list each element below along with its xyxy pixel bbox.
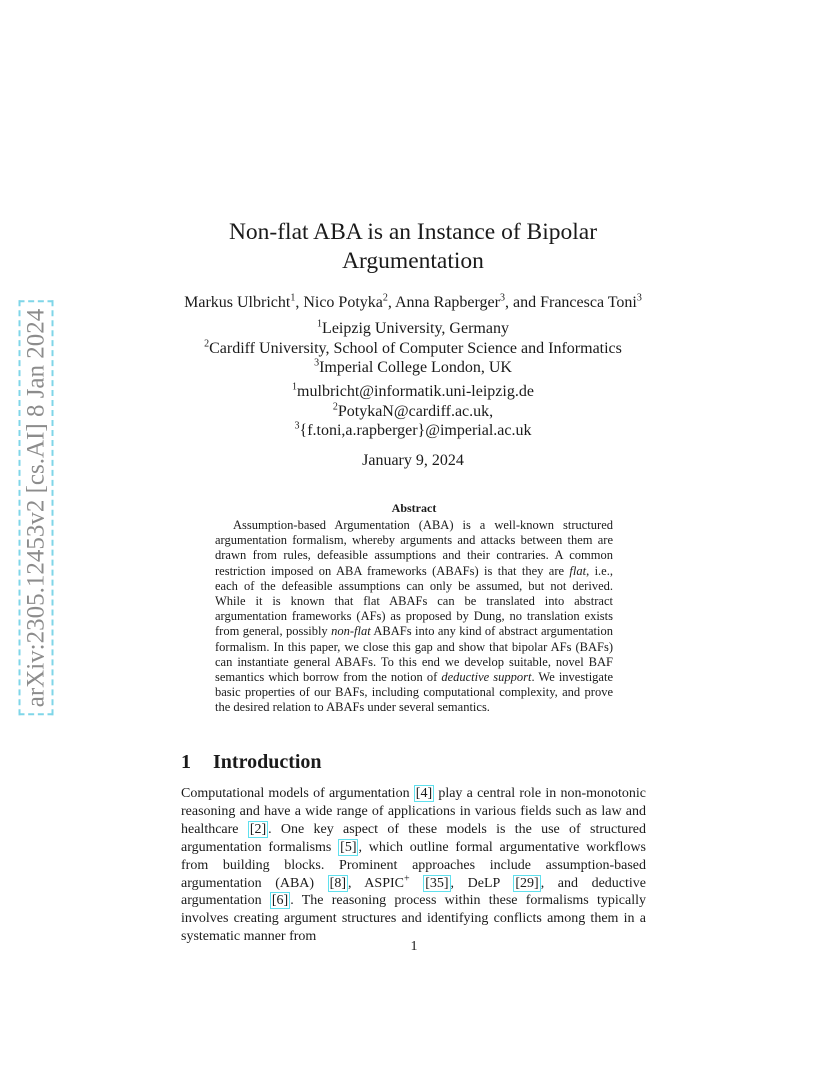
citation-link[interactable]: [2]	[249, 821, 267, 837]
abstract-emphasis: flat	[569, 563, 587, 578]
affiliation	[120, 358, 706, 378]
author-separator: , and	[504, 294, 541, 311]
email-marker: 3	[294, 420, 300, 432]
affiliation-text: Imperial College London, UK	[319, 359, 512, 376]
affiliation-marker: 2	[204, 338, 210, 350]
author-name: Markus Ulbricht	[184, 294, 291, 311]
email-text: {f.toni,a.rapberger}@imperial.ac.uk	[299, 422, 532, 439]
abstract-heading: Abstract	[391, 501, 437, 515]
affiliation-text: Cardiff University, School of Computer Science and Informatics	[209, 339, 622, 357]
section-title: Introduction	[213, 751, 322, 773]
citation-link[interactable]: [5]	[340, 839, 357, 855]
section-number: 1	[181, 751, 191, 773]
abstract-emphasis: deductive support	[441, 670, 532, 685]
page-number: 1	[410, 939, 418, 954]
citation-link[interactable]: [29]	[515, 875, 539, 891]
body-text: . One key aspect of these models is the use of structured argumentation formalisms	[181, 821, 646, 855]
email-list	[120, 382, 706, 441]
body-text: , DeLP	[450, 875, 514, 891]
paper-title: Non-flat ABA is an Instance of Bipolar Argumentation	[228, 219, 598, 274]
abstract-body	[215, 518, 613, 716]
abstract-text: ABAFs into any kind of abstract argumentation formalism. In this paper, we close this gap and show that bipolar AFs (BAFs) can instantiate general ABAFs. To this end we develop suitable, novel BAF semantics which borrow from the notion of	[215, 624, 613, 685]
citation-link[interactable]: [8]	[329, 875, 346, 891]
author-affiliation-marker: 3	[499, 292, 505, 304]
body-text: , ASPIC	[347, 875, 404, 891]
email	[120, 421, 706, 441]
affiliation	[120, 319, 706, 339]
email	[120, 402, 706, 422]
affiliation-marker: 1	[317, 318, 323, 330]
author-name: Francesca Toni	[540, 294, 637, 311]
affiliation	[120, 339, 706, 359]
section-heading	[181, 750, 322, 774]
affiliation-text: Leipzig University, Germany	[322, 320, 509, 337]
citation-link[interactable]: [6]	[271, 893, 289, 909]
author-list	[120, 293, 706, 313]
body-text: Computational models of argumentation	[181, 786, 414, 801]
author-name: Nico Potyka	[303, 294, 383, 311]
email-marker: 1	[292, 381, 298, 393]
arxiv-identifier-stamp: arXiv:2305.12453v2 [cs.AI] 8 Jan 2024	[19, 301, 54, 716]
email-text: PotykaN@cardiff.ac.uk,	[337, 402, 494, 420]
abstract-text: , i.e., each of the defeasible assumptions can only be assumed, but not derived. While it is known that flat ABAFs can be translated into abstract argumentation frameworks (AFs) as proposed by Dung, no translation exists from general, possibly	[215, 563, 613, 639]
email	[120, 382, 706, 402]
publication-date: January 9, 2024	[362, 452, 464, 469]
citation-link[interactable]: [35]	[425, 875, 449, 891]
abstract-emphasis: non-flat	[331, 624, 371, 639]
abstract-text: Assumption-based Argumentation (ABA) is a well-known structured argumentation formalism, whereby arguments and attacks between them are drawn from rules, defeasible assumptions and their contraries. A common restriction imposed on ABA frameworks (ABAFs) is that they are	[215, 518, 613, 578]
affiliation-marker: 3	[314, 357, 320, 369]
affiliation-list	[120, 319, 706, 378]
email-marker: 2	[332, 401, 338, 413]
author-separator: ,	[295, 294, 304, 311]
body-text: . The reasoning process within these formalisms typically involves creating argument structures and identifying conflicts among them in a systematic manner from	[181, 893, 646, 945]
author-separator: ,	[387, 294, 395, 311]
introduction-paragraph	[181, 785, 646, 946]
body-text: , which outline formal argumentative workflows from building blocks. Prominent approaches include assumption-based argumentation (ABA)	[181, 839, 646, 891]
body-text: , and deductive argumentation	[181, 875, 646, 909]
author-name: Anna Rapberger	[394, 294, 500, 311]
author-affiliation-marker: 1	[290, 292, 296, 304]
email-text: mulbricht@informatik.uni-leipzig.de	[297, 383, 534, 400]
citation-link[interactable]: [4]	[415, 786, 433, 801]
author-affiliation-marker: 2	[382, 292, 388, 304]
author-affiliation-marker: 3	[636, 292, 642, 304]
aspic-plus-superscript: +	[403, 872, 410, 884]
abstract-text: . We investigate basic properties of our BAFs, including computational complexity, and prove the desired relation to ABAFs under several semantics.	[215, 670, 613, 715]
body-text	[410, 876, 424, 891]
body-text: play a central role in non-monotonic reasoning and have a wide range of applications in various fields such as law and healthcare	[181, 786, 646, 837]
